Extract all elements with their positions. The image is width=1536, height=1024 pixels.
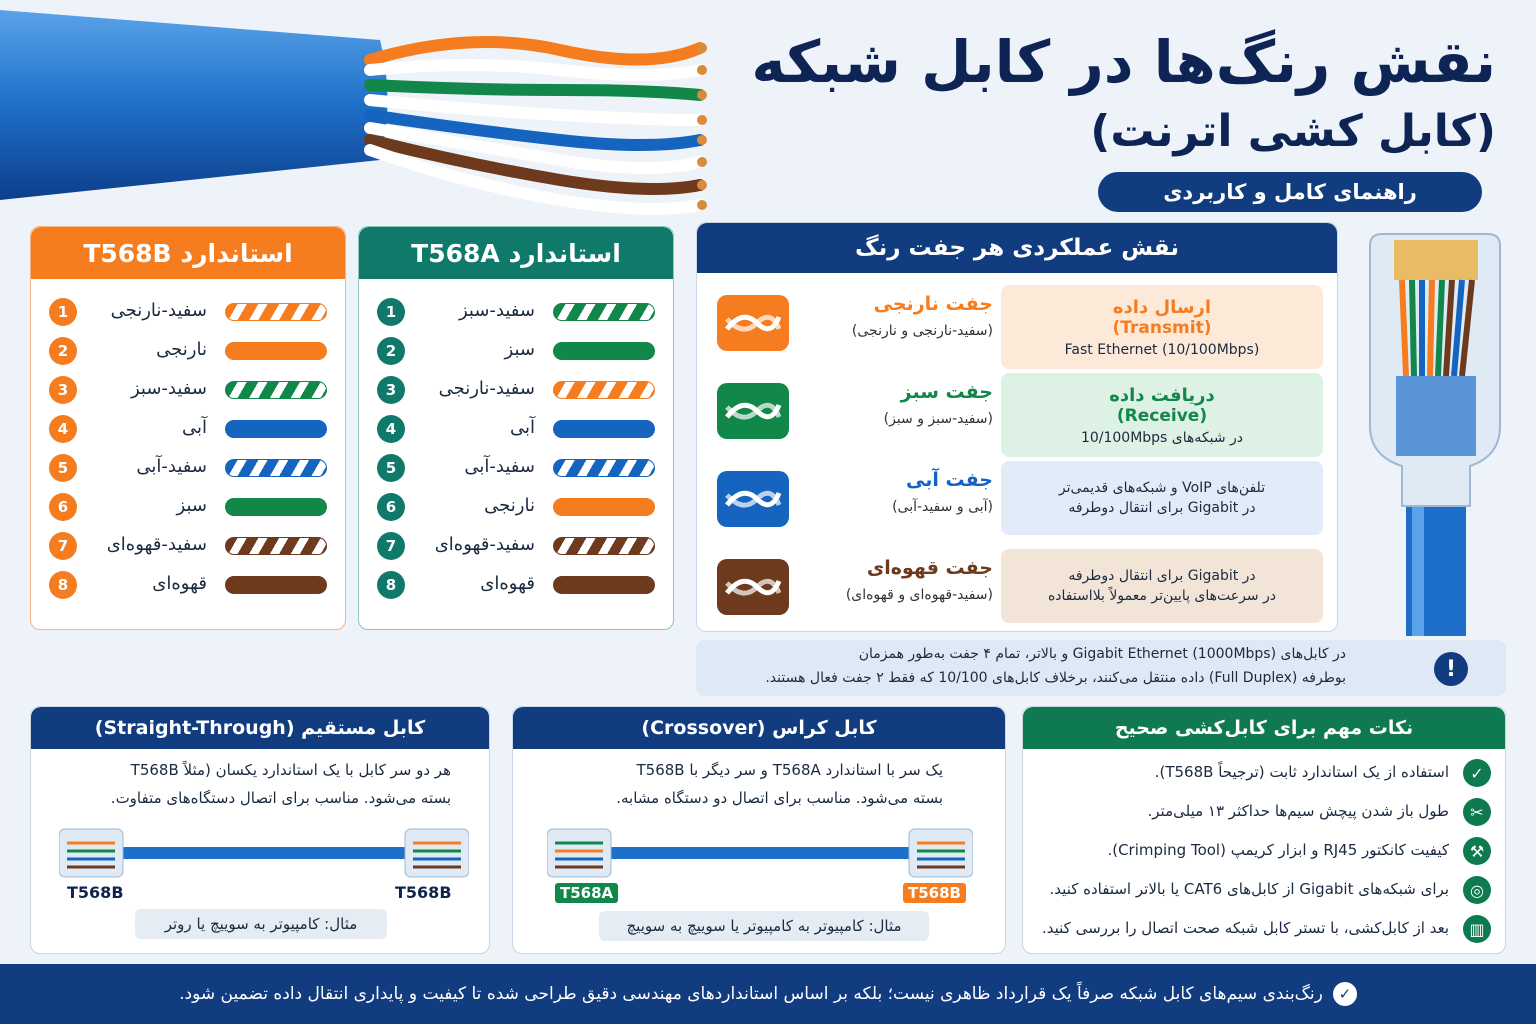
wire-color-bar bbox=[553, 576, 655, 594]
pair-name: جفت آبی bbox=[906, 469, 993, 491]
pair-subtitle: (سفید-قهوه‌ای و قهوه‌ای) bbox=[845, 587, 993, 603]
wire-color-bar bbox=[225, 459, 327, 477]
wire-name: سفید-نارنجی bbox=[438, 378, 535, 399]
pair-desc: در Gigabit برای انتقال دوطرفه bbox=[1068, 500, 1256, 516]
wire-color-bar bbox=[225, 342, 327, 360]
pair-twist-icon bbox=[717, 471, 789, 527]
alert-icon: ! bbox=[1434, 652, 1468, 686]
wire-color-bar bbox=[225, 576, 327, 594]
wire-color-bar bbox=[553, 342, 655, 360]
wire-number: 7 bbox=[49, 532, 77, 560]
tip-text: استفاده از یک استاندارد ثابت (ترجیحاً T568B). bbox=[1154, 763, 1449, 781]
rj45-connector-illustration bbox=[1360, 226, 1510, 636]
wire-color-bar bbox=[225, 498, 327, 516]
crossover-example: مثال: کامپیوتر به کامپیوتر یا سوییچ به سوییچ bbox=[599, 911, 929, 941]
wire-number: 1 bbox=[377, 298, 405, 326]
wire-row bbox=[31, 531, 345, 561]
wire-color-bar bbox=[225, 381, 327, 399]
wire-color-bar bbox=[553, 498, 655, 516]
wire-number: 3 bbox=[377, 376, 405, 404]
wire-name: سفید-نارنجی bbox=[110, 300, 207, 321]
wire-color-bar bbox=[225, 537, 327, 555]
wire-number: 8 bbox=[377, 571, 405, 599]
wire-name: سفید-قهوه‌ای bbox=[434, 534, 535, 555]
pairs-card bbox=[696, 222, 1338, 632]
wire-number: 5 bbox=[377, 454, 405, 482]
t568a-card bbox=[358, 226, 674, 630]
wire-name: آبی bbox=[181, 417, 207, 438]
wire-name: قهوه‌ای bbox=[152, 573, 207, 594]
pair-twist-icon bbox=[717, 383, 789, 439]
pair-role-en: (Transmit) bbox=[1112, 317, 1212, 338]
crossover-right-label: T568B bbox=[903, 883, 966, 903]
pair-name: جفت سبز bbox=[900, 381, 993, 403]
pair-role: تلفن‌های VoIP و شبکه‌های قدیمی‌تر bbox=[1058, 480, 1266, 496]
wire-name: سفید-سبز bbox=[130, 378, 207, 399]
check-icon: ✓ bbox=[1463, 759, 1491, 787]
pair-name: جفت نارنجی bbox=[873, 293, 993, 315]
wire-row bbox=[359, 375, 673, 405]
target-icon: ◎ bbox=[1463, 876, 1491, 904]
wire-number: 2 bbox=[377, 337, 405, 365]
wire-number: 3 bbox=[49, 376, 77, 404]
crossover-header: کابل کراس (Crossover) bbox=[513, 707, 1005, 749]
straight-left-label: T568B bbox=[67, 883, 124, 902]
wire-number: 5 bbox=[49, 454, 77, 482]
footer-text: رنگ‌بندی سیم‌های کابل شبکه صرفاً یک قرارداد ظاهری نیست؛ بلکه بر اساس استانداردهای مهندسی دقیق طراحی شده تا کیفیت و پایداری انتقال داده تضمین شود. bbox=[179, 984, 1323, 1004]
straight-line-2: بسته می‌شود. مناسب برای اتصال دستگاه‌های متفاوت. bbox=[110, 789, 451, 807]
tip-row bbox=[1023, 798, 1505, 828]
wire-color-bar bbox=[553, 537, 655, 555]
crossover-line-2: بسته می‌شود. مناسب برای اتصال دو دستگاه مشابه. bbox=[616, 789, 943, 807]
wire-number: 7 bbox=[377, 532, 405, 560]
wire-color-bar bbox=[553, 459, 655, 477]
wire-name: سفید-سبز bbox=[458, 300, 535, 321]
wire-row bbox=[31, 492, 345, 522]
gigabit-note bbox=[696, 640, 1506, 696]
pair-desc: در شبکه‌های 10/100Mbps bbox=[1080, 429, 1244, 446]
wire-row bbox=[359, 414, 673, 444]
cable-illustration bbox=[0, 0, 720, 220]
t568b-card bbox=[30, 226, 346, 630]
wire-number: 1 bbox=[49, 298, 77, 326]
wire-number: 4 bbox=[377, 415, 405, 443]
pair-subtitle: (سفید-سبز و سبز) bbox=[883, 411, 993, 427]
wire-number: 2 bbox=[49, 337, 77, 365]
wire-row bbox=[359, 570, 673, 600]
wire-row bbox=[359, 492, 673, 522]
wire-row bbox=[31, 570, 345, 600]
pair-name: جفت قهوه‌ای bbox=[866, 557, 993, 579]
pair-role-box bbox=[1001, 373, 1323, 457]
tips-card bbox=[1022, 706, 1506, 954]
pair-role-en: (Receive) bbox=[1116, 405, 1208, 426]
crossover-line-1: یک سر با استاندارد T568A و سر دیگر با T568B bbox=[636, 761, 943, 779]
tips-header: نکات مهم برای کابل‌کشی صحیح bbox=[1023, 707, 1505, 749]
tip-text: بعد از کابل‌کشی، با تستر کابل شبکه صحت اتصال را بررسی کنید. bbox=[1041, 919, 1449, 937]
wire-number: 4 bbox=[49, 415, 77, 443]
pairs-header: نقش عملکردی هر جفت رنگ bbox=[697, 223, 1337, 273]
straight-header: کابل مستقیم (Straight-Through) bbox=[31, 707, 489, 749]
wire-row bbox=[359, 297, 673, 327]
tester-icon: ▥ bbox=[1463, 915, 1491, 943]
crossover-card bbox=[512, 706, 1006, 954]
note-line-1: در کابل‌های (Gigabit Ethernet (1000Mbps و بالاتر، تمام ۴ جفت به‌طور همزمان bbox=[858, 646, 1346, 662]
wire-name: سفید-قهوه‌ای bbox=[106, 534, 207, 555]
pair-desc: Fast Ethernet (10/100Mbps) bbox=[1064, 341, 1260, 358]
wire-color-bar bbox=[553, 303, 655, 321]
tip-text: طول باز شدن پیچش سیم‌ها حداکثر ۱۳ میلی‌متر. bbox=[1147, 802, 1449, 820]
page-title-sub: (کابل کشی اترنت) bbox=[1090, 106, 1496, 157]
crossover-cable-icon bbox=[547, 821, 973, 885]
pair-role: ارسال داده bbox=[1112, 296, 1212, 318]
t568a-header: استاندارد T568A bbox=[359, 227, 673, 279]
footer-banner bbox=[0, 964, 1536, 1024]
tip-text: برای شبکه‌های Gigabit از کابل‌های CAT6 یا بالاتر استفاده کنید. bbox=[1049, 880, 1449, 898]
wire-color-bar bbox=[553, 420, 655, 438]
pair-subtitle: (سفید-نارنجی و نارنجی) bbox=[851, 323, 993, 339]
wire-row bbox=[31, 453, 345, 483]
wire-name: سفید-آبی bbox=[464, 456, 535, 477]
wire-row bbox=[31, 297, 345, 327]
wire-number: 8 bbox=[49, 571, 77, 599]
straight-card bbox=[30, 706, 490, 954]
straight-right-label: T568B bbox=[395, 883, 452, 902]
wire-row bbox=[31, 414, 345, 444]
tip-row bbox=[1023, 876, 1505, 906]
page-title: نقش رنگ‌ها در کابل شبکه bbox=[751, 28, 1496, 96]
pair-twist-icon bbox=[717, 295, 789, 351]
note-line-2: بوطرفه (Full Duplex) داده منتقل می‌کنند، برخلاف کابل‌های 10/100 که فقط ۲ جفت فعال هستند. bbox=[765, 670, 1346, 686]
wire-name: نارنجی bbox=[156, 339, 207, 360]
pair-role-box bbox=[1001, 549, 1323, 623]
wire-name: نارنجی bbox=[484, 495, 535, 516]
wire-name: سبز bbox=[504, 339, 535, 360]
tip-row bbox=[1023, 837, 1505, 867]
straight-example: مثال: کامپیوتر به سوییچ یا روتر bbox=[135, 909, 387, 939]
check-icon: ✓ bbox=[1333, 982, 1357, 1006]
wire-color-bar bbox=[225, 420, 327, 438]
wire-name: سفید-آبی bbox=[136, 456, 207, 477]
crossover-left-label: T568A bbox=[555, 883, 618, 903]
tip-row bbox=[1023, 915, 1505, 945]
wire-name: قهوه‌ای bbox=[480, 573, 535, 594]
pair-role-box bbox=[1001, 285, 1323, 369]
straight-cable-icon bbox=[59, 821, 469, 885]
pair-twist-icon bbox=[717, 559, 789, 615]
tip-row bbox=[1023, 759, 1505, 789]
wire-row bbox=[31, 375, 345, 405]
wire-number: 6 bbox=[377, 493, 405, 521]
t568b-header: استاندارد T568B bbox=[31, 227, 345, 279]
wire-row bbox=[359, 531, 673, 561]
wire-row bbox=[359, 336, 673, 366]
pair-desc: در سرعت‌های پایین‌تر معمولاً بلااستفاده bbox=[1047, 588, 1277, 604]
pair-role: دریافت داده bbox=[1109, 384, 1215, 406]
straight-line-1: هر دو سر کابل با یک استاندارد یکسان (مثلاً T568B bbox=[130, 761, 451, 779]
pair-role: در Gigabit برای انتقال دوطرفه bbox=[1068, 568, 1256, 584]
pair-subtitle: (آبی و سفید-آبی) bbox=[892, 499, 993, 515]
wire-color-bar bbox=[553, 381, 655, 399]
tip-text: کیفیت کانکتور RJ45 و ابزار کریمپ (Crimping Tool). bbox=[1107, 841, 1449, 859]
subtitle-badge: راهنمای کامل و کاربردی bbox=[1098, 172, 1482, 212]
crimp-icon: ⚒ bbox=[1463, 837, 1491, 865]
scissors-icon: ✂ bbox=[1463, 798, 1491, 826]
wire-number: 6 bbox=[49, 493, 77, 521]
wire-row bbox=[359, 453, 673, 483]
wire-row bbox=[31, 336, 345, 366]
wire-name: سبز bbox=[176, 495, 207, 516]
wire-name: آبی bbox=[509, 417, 535, 438]
wire-color-bar bbox=[225, 303, 327, 321]
pair-role-box bbox=[1001, 461, 1323, 535]
